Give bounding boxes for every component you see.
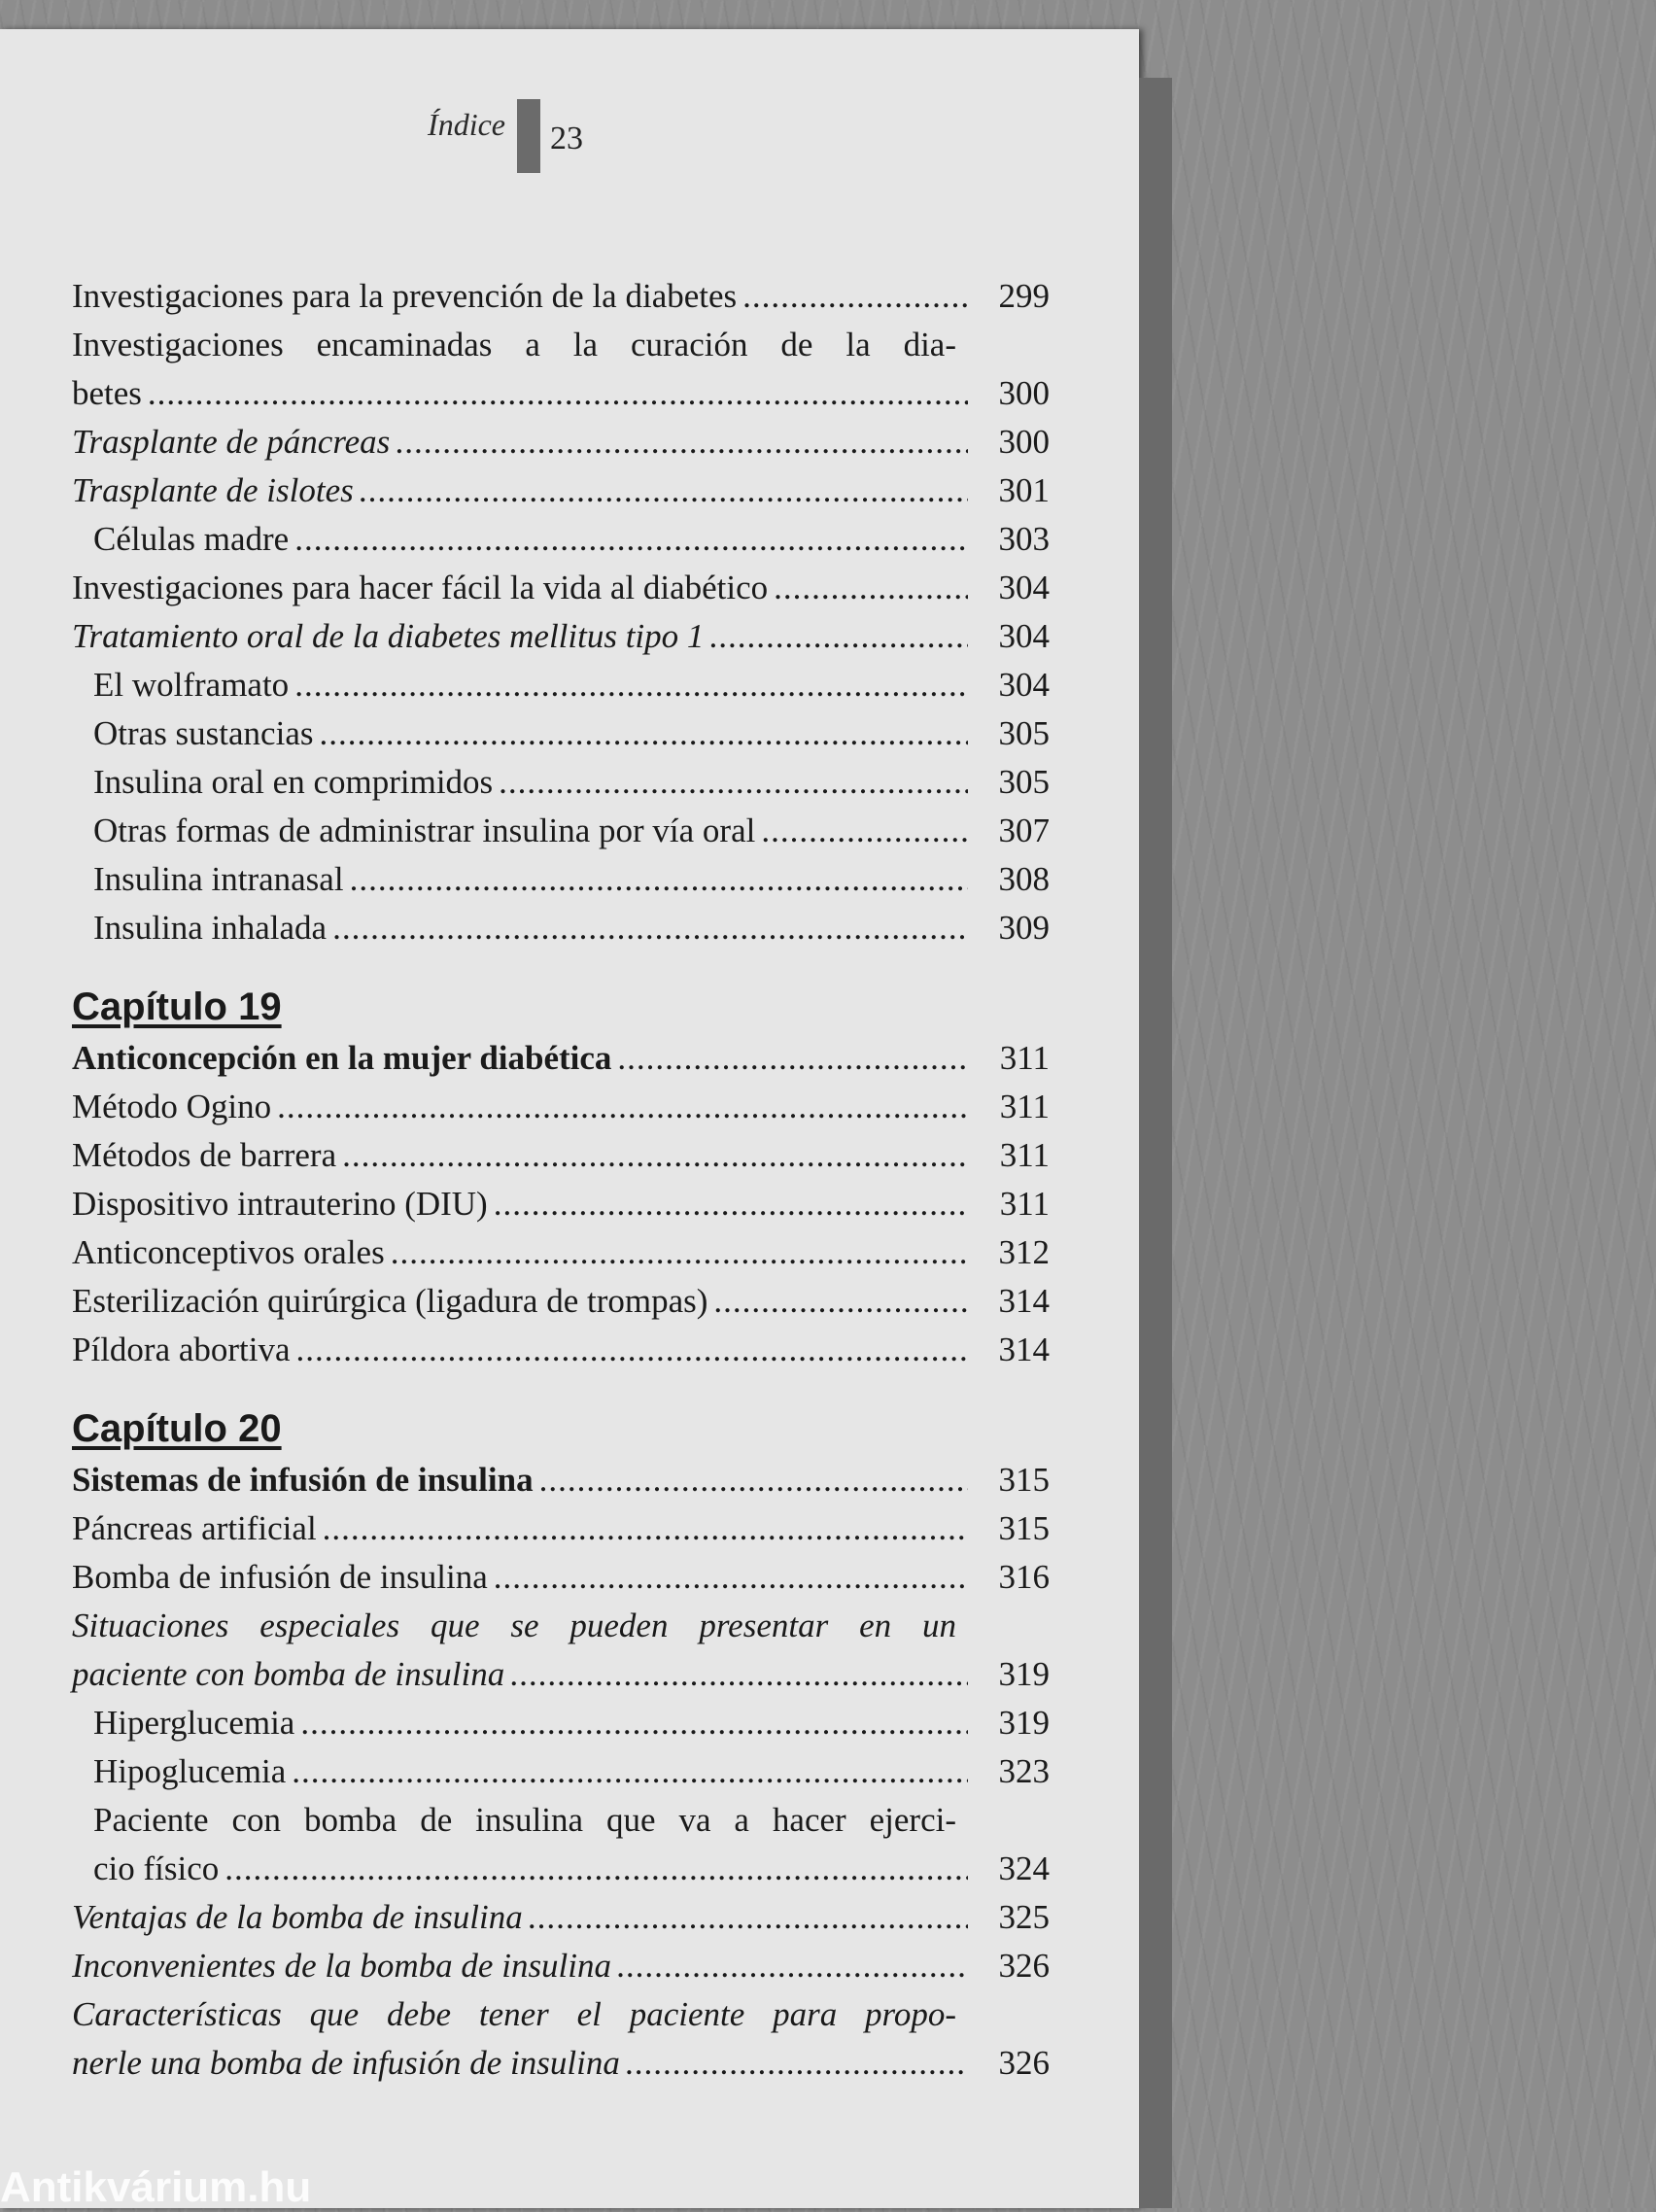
toc-entry-page: 319 <box>998 1655 1050 1693</box>
dot-leader <box>350 855 968 904</box>
toc-entry <box>72 1553 1050 1602</box>
toc-entry-page: 314 <box>998 1331 1050 1368</box>
toc-entry-line1: Situaciones especiales que se pueden presentar en un <box>72 1607 956 1644</box>
toc-entry-page: 305 <box>998 763 1050 801</box>
dot-leader <box>332 904 968 952</box>
dot-leader <box>774 564 968 612</box>
toc-entry-label: Sistemas de infusión de insulina <box>72 1461 534 1499</box>
dot-leader <box>494 1553 968 1602</box>
toc-entry-page: 304 <box>998 666 1050 704</box>
header-thumb-bar <box>517 99 540 173</box>
dot-leader <box>319 709 968 758</box>
toc-entry-label: Método Ogino <box>72 1088 272 1125</box>
toc-entry <box>72 758 1050 807</box>
toc-entry-page: 307 <box>998 812 1050 849</box>
dot-leader <box>742 272 968 321</box>
dot-leader <box>224 1845 968 1893</box>
toc-entry-label: Píldora abortiva <box>72 1331 291 1368</box>
page-header <box>428 99 583 173</box>
toc-entry <box>72 1747 1050 1796</box>
toc-entry-label: Hipoglucemia <box>93 1752 287 1790</box>
toc-entry <box>72 1326 1050 1374</box>
dot-leader <box>617 1034 968 1083</box>
dot-leader <box>296 1326 968 1374</box>
toc-entry-label: Bomba de infusión de insulina <box>72 1558 488 1596</box>
toc-entry <box>72 1228 1050 1277</box>
toc-entry <box>72 515 1050 564</box>
toc-entry <box>72 1845 1050 1893</box>
toc-entry-page: 315 <box>998 1461 1050 1499</box>
toc-entry <box>72 1650 1050 1699</box>
toc-entry-page: 300 <box>998 423 1050 461</box>
toc-entry <box>72 1504 1050 1553</box>
dot-leader <box>539 1456 968 1504</box>
toc-entry-label: Insulina inhalada <box>93 909 328 947</box>
toc-entry-page: 301 <box>998 471 1050 509</box>
toc-entry-page: 319 <box>998 1704 1050 1742</box>
toc-entry <box>72 1131 1050 1180</box>
toc-entry-label: Otras sustancias <box>93 714 314 752</box>
toc-entry-line1: Paciente con bomba de insulina que va a hacer ejerci- <box>93 1801 956 1839</box>
chapter-heading: Capítulo 19 <box>72 985 282 1028</box>
toc-entry <box>72 272 1050 321</box>
toc-entry-page: 300 <box>998 374 1050 412</box>
toc-entry-page: 304 <box>998 569 1050 606</box>
toc-entry-page: 324 <box>998 1849 1050 1887</box>
dot-leader <box>713 1277 968 1326</box>
toc-entry <box>72 807 1050 855</box>
dot-leader <box>709 612 968 661</box>
page-number: 23 <box>550 121 583 156</box>
toc-entry-page: 326 <box>998 2044 1050 2082</box>
chapter-heading: Capítulo 20 <box>72 1407 282 1450</box>
toc-entry <box>72 467 1050 515</box>
toc-entry <box>72 369 1050 418</box>
toc-entry <box>72 612 1050 661</box>
toc-entry <box>72 709 1050 758</box>
toc-entry <box>72 855 1050 904</box>
toc-entry-label: Células madre <box>93 520 290 558</box>
dot-leader <box>323 1504 968 1553</box>
toc-entry-page: 308 <box>998 860 1050 898</box>
dot-leader <box>494 1180 968 1228</box>
toc-entry-page: 316 <box>998 1558 1050 1596</box>
toc-entry <box>72 1083 1050 1131</box>
toc-entry-label: Investigaciones para hacer fácil la vida al diabético <box>72 569 769 606</box>
toc-entry <box>72 1893 1050 1942</box>
dot-leader <box>294 515 968 564</box>
dot-leader <box>148 369 968 418</box>
toc-entry-page: 303 <box>998 520 1050 558</box>
toc-entry <box>72 904 1050 952</box>
toc-entry-page: 311 <box>999 1039 1050 1077</box>
toc-entry-label: Trasplante de islotes <box>72 471 354 509</box>
toc-entry-label: Ventajas de la bomba de insulina <box>72 1898 523 1936</box>
toc-entry-page: 314 <box>998 1282 1050 1320</box>
watermark: Antikvárium.hu <box>0 2163 312 2211</box>
toc-entry-page: 311 <box>999 1088 1050 1125</box>
page-edge-shadow <box>1139 78 1172 2208</box>
toc-entry <box>72 661 1050 709</box>
dot-leader <box>529 1893 968 1942</box>
toc-entry-label: Insulina oral en comprimidos <box>93 763 494 801</box>
toc-entry-label: Anticonceptivos orales <box>72 1233 385 1271</box>
toc-entry-label: Inconvenientes de la bomba de insulina <box>72 1947 612 1985</box>
toc-entry-label: Insulina intranasal <box>93 860 344 898</box>
toc-entry-label: betes <box>72 374 142 412</box>
toc-entry-page: 304 <box>998 617 1050 655</box>
dot-leader <box>391 1228 968 1277</box>
toc-entry <box>72 1180 1050 1228</box>
toc-entry-page: 312 <box>998 1233 1050 1271</box>
toc-entry <box>72 1277 1050 1326</box>
dot-leader <box>360 467 968 515</box>
dot-leader <box>499 758 968 807</box>
toc-entry <box>72 1699 1050 1747</box>
toc-entry <box>72 564 1050 612</box>
dot-leader <box>626 2039 968 2088</box>
table-of-contents <box>72 272 1050 2088</box>
dot-leader <box>396 418 968 467</box>
toc-entry <box>72 1456 1050 1504</box>
toc-entry-label: Métodos de barrera <box>72 1136 337 1174</box>
dot-leader <box>300 1699 968 1747</box>
toc-entry <box>72 418 1050 467</box>
toc-entry-label: paciente con bomba de insulina <box>72 1655 505 1693</box>
dot-leader <box>510 1650 968 1699</box>
toc-entry-label: nerle una bomba de infusión de insulina <box>72 2044 620 2082</box>
toc-entry-page: 299 <box>998 277 1050 315</box>
toc-entry-label: Esterilización quirúrgica (ligadura de trompas) <box>72 1282 708 1320</box>
toc-entry-line1: Características que debe tener el paciente para propo- <box>72 1995 956 2033</box>
dot-leader <box>342 1131 968 1180</box>
toc-entry <box>72 1942 1050 1990</box>
toc-entry-page: 315 <box>998 1509 1050 1547</box>
dot-leader <box>277 1083 968 1131</box>
toc-entry-label: Otras formas de administrar insulina por vía oral <box>93 812 756 849</box>
toc-entry-page: 311 <box>999 1185 1050 1223</box>
toc-entry-label: Trasplante de páncreas <box>72 423 391 461</box>
dot-leader <box>292 1747 968 1796</box>
toc-entry-label: Dispositivo intrauterino (DIU) <box>72 1185 488 1223</box>
toc-entry-page: 305 <box>998 714 1050 752</box>
toc-entry-label: Anticoncepción en la mujer diabética <box>72 1039 612 1077</box>
toc-entry-label: Hiperglucemia <box>93 1704 295 1742</box>
toc-entry-page: 323 <box>998 1752 1050 1790</box>
toc-entry-page: 326 <box>998 1947 1050 1985</box>
dot-leader <box>761 807 968 855</box>
running-head: Índice <box>428 107 505 142</box>
toc-entry-page: 309 <box>998 909 1050 947</box>
toc-entry-page: 311 <box>999 1136 1050 1174</box>
toc-entry-label: Páncreas artificial <box>72 1509 317 1547</box>
toc-entry-page: 325 <box>998 1898 1050 1936</box>
toc-entry-label: Tratamiento oral de la diabetes mellitus tipo 1 <box>72 617 705 655</box>
toc-entry-label: Investigaciones para la prevención de la diabetes <box>72 277 738 315</box>
book-page <box>0 29 1139 2208</box>
toc-entry-label: El wolframato <box>93 666 290 704</box>
toc-entry <box>72 1034 1050 1083</box>
toc-entry <box>72 2039 1050 2088</box>
toc-entry-label: cio físico <box>93 1849 220 1887</box>
dot-leader <box>617 1942 968 1990</box>
toc-entry-line1: Investigaciones encaminadas a la curación de la dia- <box>72 326 956 363</box>
dot-leader <box>294 661 968 709</box>
